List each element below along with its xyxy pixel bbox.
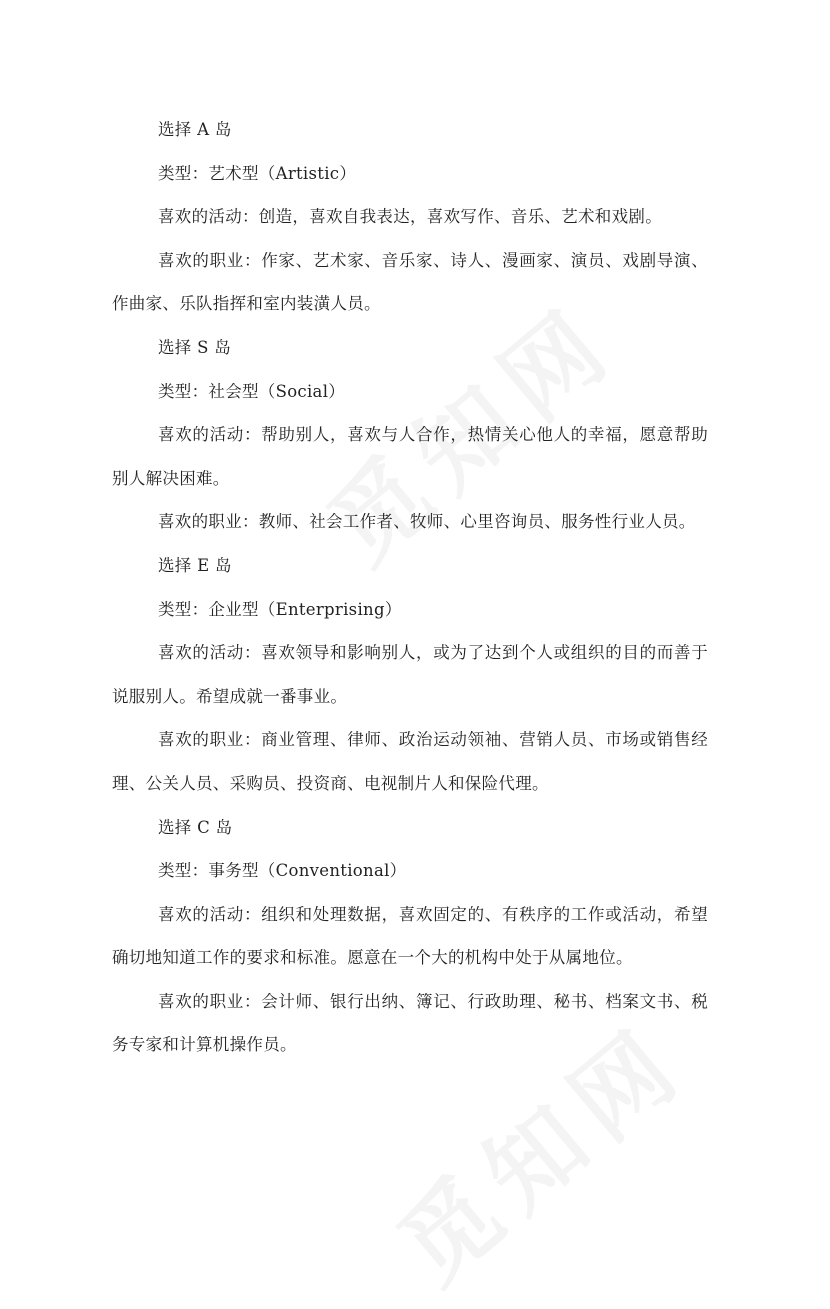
island-e-activities: 喜欢的活动：喜欢领导和影响别人，或为了达到个人或组织的目的而善于说服别人。希望成就一番事业。 bbox=[112, 643, 708, 706]
island-a-heading: 选择 A 岛 bbox=[158, 120, 232, 139]
island-s-type: 类型：社会型（Social） bbox=[158, 381, 346, 401]
document-body bbox=[112, 108, 708, 1067]
island-c-activities: 喜欢的活动：组织和处理数据，喜欢固定的、有秩序的工作或活动，希望确切地知道工作的要求和标准。愿意在一个大的机构中处于从属地位。 bbox=[112, 904, 708, 968]
island-s-careers: 喜欢的职业：教师、社会工作者、牧师、心里咨询员、服务性行业人员。 bbox=[158, 512, 696, 532]
island-e-careers: 喜欢的职业：商业管理、律师、政治运动领袖、营销人员、市场或销售经理、公关人员、采购员、投资商、电视制片人和保险代理。 bbox=[112, 730, 708, 793]
island-c-careers: 喜欢的职业：会计师、银行出纳、簿记、行政助理、秘书、档案文书、税务专家和计算机操作员。 bbox=[112, 991, 708, 1055]
island-c-heading: 选择 C 岛 bbox=[158, 817, 233, 837]
island-c-type: 类型：事务型（Conventional） bbox=[158, 861, 407, 881]
island-e-type: 类型：企业型（Enterprising） bbox=[158, 599, 402, 619]
island-a-activities: 喜欢的活动：创造，喜欢自我表达，喜欢写作、音乐、艺术和戏剧。 bbox=[158, 207, 662, 227]
island-s-activities: 喜欢的活动：帮助别人，喜欢与人合作，热情关心他人的幸福，愿意帮助别人解决困难。 bbox=[112, 425, 708, 488]
island-a-type: 类型：艺术型（Artistic） bbox=[158, 163, 357, 183]
island-s-heading: 选择 S 岛 bbox=[158, 337, 232, 357]
island-a-careers: 喜欢的职业：作家、艺术家、音乐家、诗人、漫画家、演员、戏剧导演、作曲家、乐队指挥和室内装潢人员。 bbox=[112, 250, 708, 314]
island-e-heading: 选择 E 岛 bbox=[158, 555, 232, 575]
